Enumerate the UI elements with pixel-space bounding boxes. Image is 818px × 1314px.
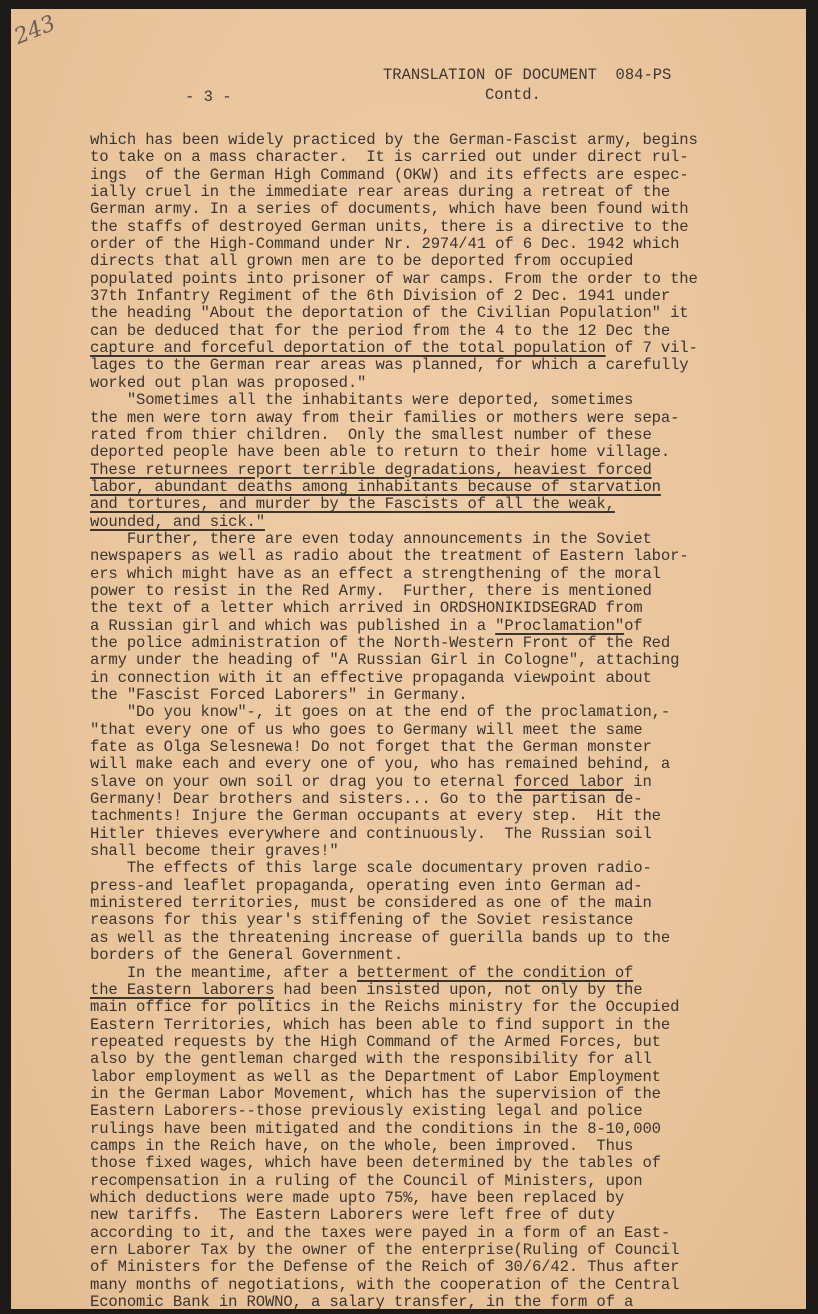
text-line: rulings have been mitigated and the conditions in the 8-10,000 (90, 1119, 661, 1138)
text-line: Eastern Territories, which has been able to find support in the (90, 1015, 671, 1034)
text-line: Economic Bank in ROWNO, a salary transfer, in the form of a (90, 1293, 634, 1312)
text-line: Further, there are even today announcements in the Soviet (90, 529, 652, 548)
text-line: order of the High-Command under Nr. 2974/41 of 6 Dec. 1942 which (90, 235, 680, 254)
text-line: 37th Infantry Regiment of the 6th Division of 2 Dec. 1941 under (90, 287, 671, 306)
text-line: the men were torn away from their families or mothers were sepa- (90, 408, 680, 427)
text-line: fate as Olga Selesnewa! Do not forget that the German monster (90, 738, 652, 757)
text-line: the heading "About the deportation of the Civilian Population" it (90, 304, 689, 323)
text-line: in connection with it an effective propaganda viewpoint about (90, 668, 652, 687)
text-line: "that every one of us who goes to Germany will meet the same (90, 720, 643, 739)
text-line: borders of the General Government. (90, 946, 404, 965)
text-line: which deductions were made upto 75%, have been replaced by (90, 1188, 625, 1207)
page-number: - 3 - (185, 88, 232, 106)
text-line (90, 462, 780, 479)
text-line (90, 496, 780, 513)
text-line: newspapers as well as radio about the treatment of Eastern labor- (90, 547, 689, 566)
document-title: TRANSLATION OF DOCUMENT 084-PS (383, 66, 672, 84)
text-line: those fixed wages, which have been determined by the tables of (90, 1154, 661, 1173)
text-line: "Do you know"-, it goes on at the end of the proclamation,- (90, 703, 671, 722)
underlined-text: forced labor (513, 772, 625, 791)
text-line: Hitler thieves everywhere and continuously. The Russian soil (90, 824, 652, 843)
underlined-text: betterment of the condition of (357, 963, 634, 982)
text-line: to take on a mass character. It is carried out under direct rul- (90, 148, 689, 167)
document-body (90, 132, 780, 1311)
text-line: in the German Labor Movement, which has the supervision of the (90, 1084, 661, 1103)
text-line: ern Laborer Tax by the owner of the enterprise(Ruling of Council (90, 1241, 680, 1259)
text-line: In the meantime, after a betterment of the condition of (90, 963, 634, 982)
text-line: rated from thier children. Only the smallest number of these (90, 425, 652, 444)
text-line: ers which might have as an effect a strengthening of the moral (90, 564, 661, 583)
text-line: repeated requests by the High Command of the Armed Forces, but (90, 1032, 661, 1051)
text-line: directs that all grown men are to be deported from occupied (90, 252, 634, 271)
text-line: ministered territories, must be considered as one of the main (90, 894, 652, 913)
text-line: camps in the Reich have, on the whole, been improved. Thus (90, 1136, 634, 1155)
text-line: ings of the German High Command (OKW) and its effects are espec- (90, 165, 689, 184)
text-line: lages to the German rear areas was planned, for which a carefully (90, 356, 689, 375)
text-line: according to it, and the taxes were payed in a form of an East- (90, 1223, 671, 1242)
text-line: deported people have been able to return to their home village. (90, 443, 671, 462)
text-line: "Sometimes all the inhabitants were deported, sometimes (90, 391, 634, 410)
text-line: capture and forceful deportation of the total population of 7 vil- (90, 339, 698, 358)
text-line: new tariffs. The Eastern Laborers were left free of duty (90, 1206, 615, 1225)
underlined-text: These returnees report terrible degradations, heaviest forced (90, 460, 652, 479)
text-line: the text of a letter which arrived in ORDSHONIKIDSEGRAD from (90, 599, 643, 618)
text-line: power to resist in the Red Army. Further, there is mentioned (90, 581, 652, 600)
text-line: of Ministers for the Defense of the Reich of 30/6/42. Thus after (90, 1258, 680, 1277)
text-line: many months of negotiations, with the cooperation of the Central (90, 1275, 680, 1294)
text-line: as well as the threatening increase of guerilla bands up to the (90, 928, 671, 947)
text-line: slave on your own soil or drag you to eternal forced labor in (90, 772, 652, 791)
text-line (90, 514, 780, 531)
text-line: army under the heading of "A Russian Girl in Cologne", attaching (90, 651, 680, 670)
text-line: the Eastern laborers had been insisted upon, not only by the (90, 980, 643, 999)
underlined-text: and tortures, and murder by the Fascists of all the weak, (90, 495, 615, 514)
text-line: tachments! Injure the German occupants at every step. Hit the (90, 807, 661, 826)
handwritten-page-number: 243 (10, 11, 60, 50)
text-line: recompensation in a ruling of the Council of Ministers, upon (90, 1171, 643, 1190)
text-line: press-and leaflet propaganda, operating even into German ad- (90, 876, 643, 895)
text-line: the staffs of destroyed German units, there is a directive to the (90, 217, 689, 236)
text-line: Germany! Dear brothers and sisters... Go to the partisan de- (90, 790, 643, 809)
underlined-text: capture and forceful deportation of the total population (90, 339, 606, 358)
text-line: worked out plan was proposed." (90, 373, 367, 392)
text-line: German army. In a series of documents, which have been found with (90, 200, 689, 219)
underlined-text: "Proclamation" (495, 616, 625, 635)
text-line: The effects of this large scale documentary proven radio- (90, 859, 652, 878)
text-line: can be deduced that for the period from the 4 to the 12 Dec the (90, 321, 671, 340)
underlined-text: wounded, and sick." (90, 512, 265, 531)
text-line: populated points into prisoner of war camps. From the order to the (90, 269, 698, 288)
text-line (90, 479, 780, 496)
text-line: which has been widely practiced by the German-Fascist army, begins (90, 131, 698, 149)
text-line: Eastern Laborers--those previously existing legal and police (90, 1102, 643, 1121)
text-line: the police administration of the North-Western Front of the Red (90, 633, 671, 652)
underlined-text: the Eastern laborers (90, 980, 275, 999)
text-line: labor employment as well as the Department of Labor Employment (90, 1067, 661, 1086)
text-line: the "Fascist Forced Laborers" in Germany. (90, 686, 468, 704)
text-line: will make each and every one of you, who has remained behind, a (90, 755, 671, 774)
text-line: also by the gentleman charged with the responsibility for all (90, 1050, 652, 1069)
text-line: main office for politics in the Reichs ministry for the Occupied (90, 998, 680, 1017)
text-line: ially cruel in the immediate rear areas during a retreat of the (90, 183, 671, 202)
text-line: reasons for this year's stiffening of the Soviet resistance (90, 911, 634, 930)
underlined-text: labor, abundant deaths among inhabitants because of starvation (90, 477, 661, 496)
document-subtitle: Contd. (485, 86, 541, 104)
text-line: a Russian girl and which was published in a "Proclamation"of (90, 616, 643, 635)
text-line: shall become their graves!" (90, 842, 339, 861)
